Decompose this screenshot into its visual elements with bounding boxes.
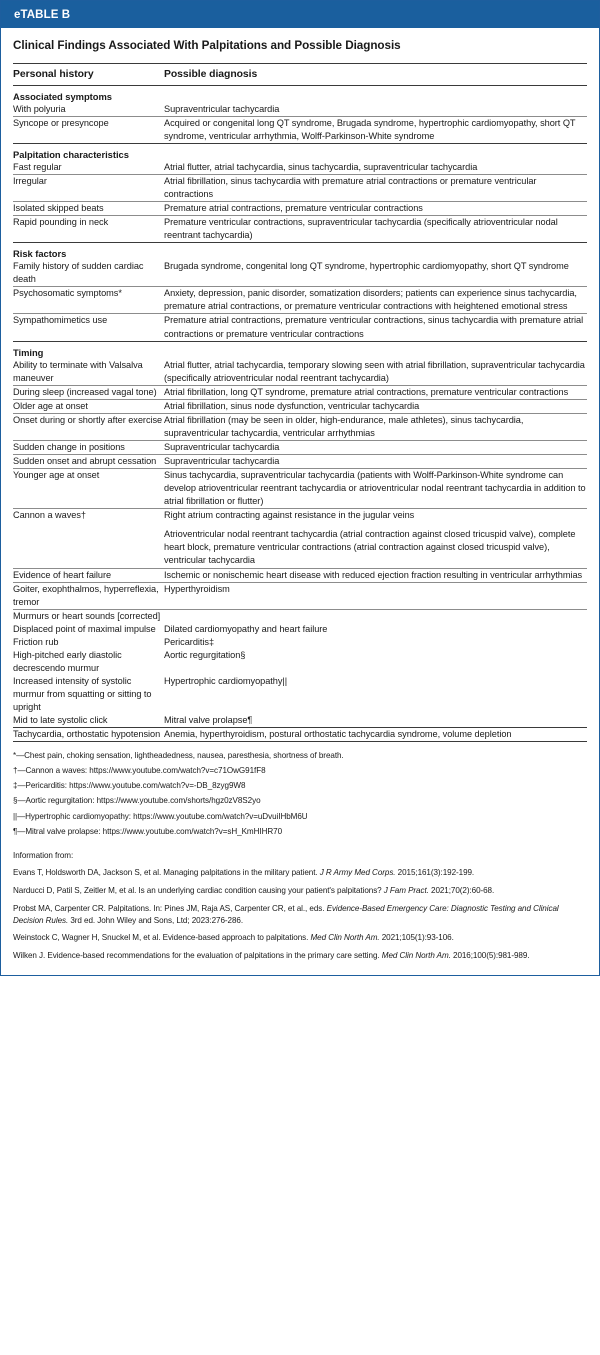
reference-authors-title: Weinstock C, Wagner H, Snuckel M, et al. Evidence-based approach to palpitations. [13, 933, 311, 943]
cell-personal-history: Sympathomimetics use [13, 314, 164, 341]
footnotes-block [13, 742, 587, 844]
section-heading-label: Palpitation characteristics [13, 143, 587, 161]
reference-item [13, 947, 587, 965]
clinical-findings-table [13, 63, 587, 742]
cell-personal-history: Sudden onset and abrupt cessation [13, 455, 164, 469]
reference-authors-title: Narducci D, Patil S, Zeitler M, et al. Is an underlying cardiac condition causing your patient's palpitations? [13, 886, 384, 896]
table-row [13, 385, 587, 399]
reference-journal: J Fam Pract. [383, 886, 429, 896]
table-row [13, 469, 587, 509]
cell-possible-diagnosis [164, 509, 587, 568]
table-row [13, 399, 587, 413]
cell-possible-diagnosis: Supraventricular tachycardia [164, 103, 280, 114]
reference-journal: J R Army Med Corps. [319, 868, 396, 878]
table-row [13, 359, 587, 386]
cell-possible-diagnosis: Atrial fibrillation (may be seen in older, high-endurance, male athletes), sinus tachycardia, supraventricular tachycardia, ventricular arrhythmias [164, 413, 587, 440]
reference-item [13, 882, 587, 900]
reference-journal: Med Clin North Am. [381, 951, 451, 961]
cell-possible-diagnosis: Dilated cardiomyopathy and heart failure [164, 623, 328, 634]
footnote-item: *—Chest pain, choking sensation, lightheadedness, nausea, paresthesia, shortness of breath. [13, 750, 344, 760]
cell-possible-diagnosis: Supraventricular tachycardia [164, 440, 587, 454]
cell-personal-history: Murmurs or heart sounds [corrected] [13, 609, 164, 623]
table-row [13, 440, 587, 454]
cell-personal-history: Fast regular [13, 161, 62, 172]
table-row [13, 216, 587, 243]
table-row [13, 161, 587, 175]
footnote-item: †—Cannon a waves: https://www.youtube.com/watch?v=c71OwG91fF8 [13, 765, 266, 775]
reference-journal: Evidence-Based Emergency Care: Diagnostic Testing and Clinical Decision Rules. [13, 904, 559, 925]
cell-personal-history: Irregular [13, 174, 164, 201]
cell-possible-diagnosis: Premature atrial contractions, premature ventricular contractions, sinus tachycardia with premature atrial contractions or premature ventricular contractions [164, 314, 587, 341]
table-row [13, 174, 587, 201]
cell-personal-history: Friction rub [13, 636, 59, 647]
reference-authors-title: Evans T, Holdsworth DA, Jackson S, et al. Managing palpitations in the military patient. [13, 868, 320, 878]
column-header-personal-history: Personal history [13, 63, 164, 85]
table-row [13, 314, 587, 341]
cell-personal-history: Increased intensity of systolic murmur from squatting or sitting to upright [13, 676, 152, 713]
cell-possible-diagnosis: Sinus tachycardia, supraventricular tachycardia (patients with Wolff-Parkinson-White syndrome can develop atrioventricular reentrant tachycardia or atrioventricular nodal reentrant tachycardia in addition to atrial fibrillation or flutter) [164, 469, 587, 509]
table-row [13, 728, 587, 742]
reference-citation: 2021;105(1):93-106. [379, 933, 454, 943]
table-row [13, 675, 587, 714]
reference-authors-title: Wilken J. Evidence-based recommendations for the evaluation of palpitations in the primary care setting. [13, 951, 382, 961]
etable-badge-label: eTABLE B [14, 8, 71, 21]
references-label: Information from: [13, 851, 74, 861]
reference-citation: 3rd ed. John Wiley and Sons, Ltd; 2023:276-286. [68, 915, 244, 925]
cell-possible-diagnosis: Atrial flutter, atrial tachycardia, sinus tachycardia, supraventricular tachycardia [164, 161, 478, 172]
section-heading-label: Associated symptoms [13, 90, 112, 102]
table-row [13, 103, 587, 117]
cell-possible-diagnosis: Pericarditis‡ [164, 636, 215, 647]
cell-personal-history: Cannon a waves† [13, 509, 164, 568]
table-row [13, 509, 587, 568]
table-row [13, 582, 587, 609]
cell-personal-history: During sleep (increased vagal tone) [13, 385, 164, 399]
table-row [13, 623, 587, 636]
cell-possible-diagnosis: Mitral valve prolapse¶ [164, 715, 253, 726]
section-heading-row [13, 243, 587, 261]
cell-possible-diagnosis: Anemia, hyperthyroidism, postural orthostatic tachycardia syndrome, volume depletion [164, 728, 587, 742]
table-row [13, 714, 587, 728]
reference-journal: Med Clin North Am. [310, 933, 380, 943]
cell-possible-diagnosis: Acquired or congenital long QT syndrome, Brugada syndrome, hypertrophic cardiomyopathy, short QT syndrome, ventricular arrhythmia, Wolff-Parkinson-White syndrome [164, 116, 587, 143]
reference-item [13, 900, 587, 929]
cell-possible-diagnosis: Premature ventricular contractions, supraventricular tachycardia (specifically atrioventricular nodal reentrant tachycardia) [164, 216, 587, 243]
cell-possible-diagnosis: Hyperthyroidism [164, 582, 587, 609]
table-row [13, 413, 587, 440]
etable-header-bar [1, 1, 599, 28]
table-header-row [13, 63, 587, 85]
footnote-item: ‡—Pericarditis: https://www.youtube.com/watch?v=-DB_8zyg9W8 [13, 781, 246, 791]
table-body [13, 85, 587, 741]
cell-possible-diagnosis: Atrial flutter, atrial tachycardia, temporary slowing seen with atrial fibrillation, supraventricular tachycardia (specifically atrioventricular nodal reentrant tachycardia) [164, 359, 585, 383]
table-row [13, 568, 587, 582]
section-heading-row [13, 341, 587, 359]
table-row [13, 287, 587, 314]
footnote-item: ¶—Mitral valve prolapse: https://www.youtube.com/watch?v=sH_KmHIHR70 [13, 826, 283, 836]
reference-item [13, 864, 587, 882]
section-heading-row [13, 143, 587, 161]
section-heading-label: Timing [13, 341, 587, 359]
reference-authors-title: Probst MA, Carpenter CR. Palpitations. In: Pines JM, Raja AS, Carpenter CR, et al., eds. [13, 904, 327, 914]
footnote-item: §—Aortic regurgitation: https://www.youtube.com/shorts/hgz0zV8S2yo [13, 796, 261, 806]
table-row [13, 636, 587, 649]
cell-possible-diagnosis: Atrial fibrillation, long QT syndrome, premature atrial contractions, premature ventricular contractions [164, 385, 587, 399]
reference-citation: 2016;100(5):981-989. [450, 951, 530, 961]
column-header-possible-diagnosis: Possible diagnosis [164, 63, 587, 85]
cell-personal-history: Mid to late systolic click [13, 715, 108, 726]
cell-personal-history: Isolated skipped beats [13, 202, 164, 216]
cell-personal-history: Sudden change in positions [13, 440, 164, 454]
cell-personal-history: Younger age at onset [13, 469, 164, 509]
diagnosis-paragraph: Right atrium contracting against resistance in the jugular veins [164, 510, 415, 521]
cell-personal-history: Psychosomatic symptoms* [13, 287, 164, 314]
cell-personal-history: Evidence of heart failure [13, 568, 164, 582]
cell-possible-diagnosis: Aortic regurgitation§ [164, 649, 246, 660]
cell-personal-history: Rapid pounding in neck [13, 216, 164, 243]
cell-possible-diagnosis: Anxiety, depression, panic disorder, somatization disorders; patients can experience sinus tachycardia, premature atrial contractions, or premature ventricular contractions with heightened emotional stress [164, 287, 587, 314]
table-row [13, 455, 587, 469]
cell-personal-history: Older age at onset [13, 399, 164, 413]
cell-possible-diagnosis: Atrial fibrillation, sinus node dysfunction, ventricular tachycardia [164, 399, 587, 413]
reference-citation: 2015;161(3):192-199. [395, 868, 475, 878]
cell-personal-history: Displaced point of maximal impulse [13, 623, 156, 634]
section-heading-label: Risk factors [13, 243, 587, 261]
cell-possible-diagnosis [164, 609, 587, 623]
cell-possible-diagnosis: Atrial fibrillation, sinus tachycardia with premature atrial contractions or premature ventricular contractions [164, 174, 587, 201]
reference-citation: 2021;70(2):60-68. [428, 886, 495, 896]
cell-possible-diagnosis: Premature atrial contractions, premature ventricular contractions [164, 202, 587, 216]
diagnosis-paragraph: Atrioventricular nodal reentrant tachycardia (atrial contraction against closed tricuspid valve), complete heart block, premature ventricular contractions (atrial contraction against closed tricuspid valve), ventricular tachycardia [164, 529, 576, 566]
cell-possible-diagnosis: Brugada syndrome, congenital long QT syndrome, hypertrophic cardiomyopathy, short QT syndrome [164, 261, 569, 272]
cell-personal-history: Syncope or presyncope [13, 116, 164, 143]
table-row [13, 609, 587, 623]
cell-personal-history: With polyuria [13, 103, 66, 114]
references-block [13, 844, 587, 975]
table-row [13, 649, 587, 675]
cell-personal-history: Tachycardia, orthostatic hypotension [13, 728, 164, 742]
cell-personal-history: Onset during or shortly after exercise [13, 413, 164, 440]
table-row [13, 260, 587, 287]
table-title: Clinical Findings Associated With Palpitations and Possible Diagnosis [13, 39, 401, 52]
table-row [13, 116, 587, 143]
references-list [13, 864, 587, 965]
table-row [13, 202, 587, 216]
cell-personal-history: Goiter, exophthalmos, hyperreflexia, tremor [13, 582, 164, 609]
cell-possible-diagnosis: Supraventricular tachycardia [164, 455, 587, 469]
cell-possible-diagnosis: Hypertrophic cardiomyopathy|| [164, 676, 288, 686]
etable-body [1, 28, 599, 975]
cell-possible-diagnosis: Ischemic or nonischemic heart disease with reduced ejection fraction resulting in ventricular arrhythmias [164, 568, 587, 582]
cell-personal-history: Ability to terminate with Valsalva maneuver [13, 359, 143, 383]
cell-personal-history: High-pitched early diastolic decrescendo murmur [13, 649, 122, 673]
cell-personal-history: Family history of sudden cardiac death [13, 261, 144, 285]
section-heading-row [13, 85, 587, 103]
footnote-item: ||—Hypertrophic cardiomyopathy: https://www.youtube.com/watch?v=uDvuiIHbM6U [13, 811, 308, 821]
reference-item [13, 929, 587, 947]
